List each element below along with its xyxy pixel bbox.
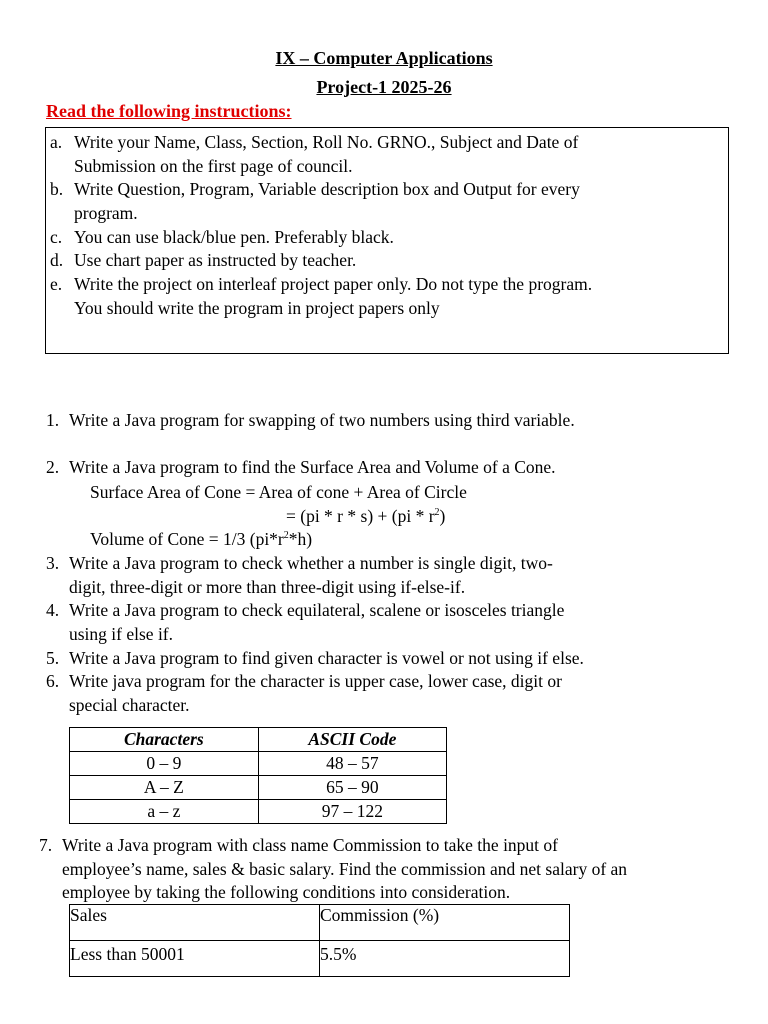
table-cell: 97 – 122 (258, 800, 446, 824)
table-header-row (70, 905, 570, 941)
table-header-row (70, 728, 447, 752)
question-number: 7. (39, 835, 53, 855)
table-header-cell: ASCII Code (258, 728, 446, 752)
commission-table (69, 904, 570, 977)
instruction-text: Write your Name, Class, Section, Roll No. GRNO., Subject and Date of (74, 132, 579, 152)
table-header-cell: Characters (70, 728, 259, 752)
question-number: 3. (46, 553, 60, 573)
question-number: 1. (46, 410, 60, 430)
question-text: Write a Java program to find given character is vowel or not using if else. (69, 648, 584, 668)
instruction-marker: b. (50, 179, 64, 199)
superscript: 2 (434, 507, 440, 518)
table-cell: 5.5% (320, 941, 570, 977)
table-header-cell: Commission (%) (320, 905, 570, 941)
instruction-text: Write Question, Program, Variable description box and Output for every (74, 179, 580, 199)
table-cell: 65 – 90 (258, 776, 446, 800)
question-text: Write a Java program to check whether a number is single digit, two- (69, 553, 553, 573)
instruction-marker: a. (50, 132, 63, 152)
question-number: 5. (46, 648, 60, 668)
formula-text: = (pi * r * s) + (pi * r (286, 506, 435, 526)
question-text: special character. (69, 695, 190, 715)
question-text: Write a Java program for swapping of two numbers using third variable. (69, 410, 575, 430)
question-text: Write a Java program with class name Commission to take the input of (62, 835, 558, 855)
table-header-cell: Sales (70, 905, 320, 941)
question-text: digit, three-digit or more than three-digit using if-else-if. (69, 577, 466, 597)
table-cell: a – z (70, 800, 259, 824)
table-row (70, 800, 447, 824)
question-text: Write a Java program to check equilateral, scalene or isosceles triangle (69, 600, 565, 620)
question-number: 6. (46, 671, 60, 691)
table-cell: 48 – 57 (258, 752, 446, 776)
instruction-text: program. (74, 203, 138, 223)
formula-text: ) (439, 506, 446, 526)
instruction-text: You can use black/blue pen. Preferably black. (74, 227, 394, 247)
table-row (70, 752, 447, 776)
document-title: IX – Computer Applications (275, 48, 493, 68)
instructions-heading: Read the following instructions: (46, 101, 292, 121)
instruction-marker: d. (50, 250, 64, 270)
ascii-table (69, 727, 447, 824)
instruction-marker: e. (50, 274, 63, 294)
table-cell: Less than 50001 (70, 941, 320, 977)
instruction-marker: c. (50, 227, 63, 247)
instruction-text: Use chart paper as instructed by teacher. (74, 250, 357, 270)
document-subtitle: Project-1 2025-26 (316, 77, 452, 97)
question-text: Write java program for the character is upper case, lower case, digit or (69, 671, 562, 691)
instruction-text: You should write the program in project papers only (74, 298, 440, 318)
table-cell: 0 – 9 (70, 752, 259, 776)
question-text: employee by taking the following conditions into consideration. (62, 882, 511, 902)
table-row (70, 776, 447, 800)
instruction-text: Submission on the first page of council. (74, 156, 353, 176)
superscript: 2 (283, 530, 289, 541)
formula-surface-area: Surface Area of Cone = Area of cone + Area of Circle (90, 482, 467, 502)
table-cell: A – Z (70, 776, 259, 800)
question-text: employee’s name, sales & basic salary. Find the commission and net salary of an (62, 859, 628, 879)
question-number: 2. (46, 457, 60, 477)
table-row (70, 941, 570, 977)
question-text: using if else if. (69, 624, 174, 644)
question-number: 4. (46, 600, 60, 620)
formula-text: *h) (288, 529, 313, 549)
instruction-text: Write the project on interleaf project paper only. Do not type the program. (74, 274, 593, 294)
formula-text: Volume of Cone = 1/3 (pi*r (90, 529, 284, 549)
question-text: Write a Java program to find the Surface Area and Volume of a Cone. (69, 457, 556, 477)
